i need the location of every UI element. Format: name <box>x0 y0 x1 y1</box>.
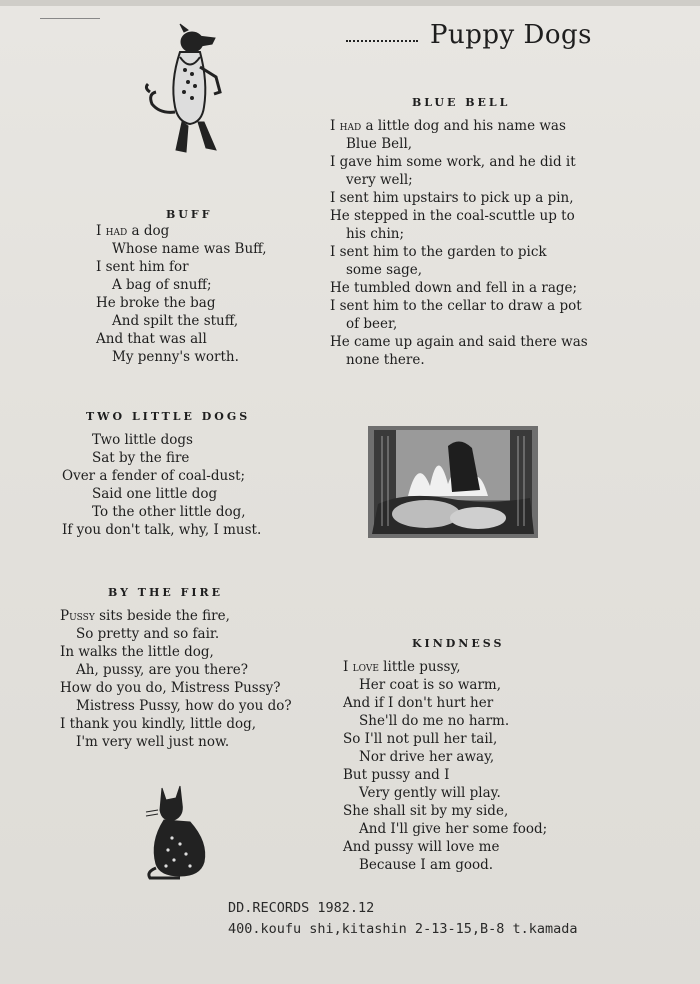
poem-line <box>330 207 588 225</box>
poem-line <box>330 117 588 135</box>
poem-heading-by-the-fire: BY THE FIRE <box>108 586 224 599</box>
poem-line-text: But pussy and I <box>343 767 450 783</box>
poem-line <box>343 856 547 874</box>
poem-line <box>330 225 588 243</box>
poem-line-text: I sent him upstairs to pick up a pin, <box>330 190 574 206</box>
poem-line <box>62 467 261 485</box>
poem-line <box>330 189 588 207</box>
poem-line-text: Sat by the fire <box>92 450 190 466</box>
poem-line-text: So pretty and so fair. <box>76 626 220 642</box>
poem-line <box>60 733 292 751</box>
poem-line <box>62 503 261 521</box>
poem-line-text: sits beside the fire, <box>94 608 230 624</box>
poem-line <box>60 679 292 697</box>
top-left-mark <box>40 18 100 19</box>
poem-line-text: My penny's worth. <box>112 349 239 365</box>
poem-line-text: none there. <box>346 352 425 368</box>
page-top-edge <box>0 0 700 6</box>
poem-line-text: I'm very well just now. <box>76 734 230 750</box>
poem-line <box>96 258 267 276</box>
poem-line <box>96 222 267 240</box>
poem-line-text: little pussy, <box>378 659 461 675</box>
poem-line-text: To the other little dog, <box>92 504 246 520</box>
poem-line <box>343 712 547 730</box>
poem-line-text: She'll do me no harm. <box>359 713 510 729</box>
poem-line <box>343 676 547 694</box>
poem-line <box>96 348 267 366</box>
poem-line <box>330 243 588 261</box>
poem-line <box>330 261 588 279</box>
poem-line-text: A bag of snuff; <box>112 277 212 293</box>
poem-line-text: some sage, <box>346 262 423 278</box>
poem-line-text: I thank you kindly, little dog, <box>60 716 257 732</box>
poem-line-text: Because I am good. <box>359 857 494 873</box>
page-title: Puppy Dogs <box>430 20 592 50</box>
poem-line <box>343 784 547 802</box>
poem-line-text: Mistress Pussy, how do you do? <box>76 698 292 714</box>
poem-line-text: Over a fender of coal-dust; <box>62 468 246 484</box>
poem-line-text: Whose name was Buff, <box>112 241 267 257</box>
poem-blue-bell <box>330 117 588 369</box>
footer-stamp <box>228 898 578 940</box>
poem-line-text: a little dog and his name was <box>361 118 566 134</box>
poem-line-text: She shall sit by my side, <box>343 803 509 819</box>
poem-line <box>330 135 588 153</box>
poem-line <box>330 153 588 171</box>
poem-line <box>60 607 292 625</box>
poem-line <box>343 658 547 676</box>
poem-line-text: He stepped in the coal-scuttle up to <box>330 208 575 224</box>
poem-line <box>62 521 261 539</box>
poem-line-text: his chin; <box>346 226 405 242</box>
poem-line <box>96 240 267 258</box>
poem-line <box>343 838 547 856</box>
poem-line <box>343 694 547 712</box>
poem-line <box>343 766 547 784</box>
poem-line <box>330 279 588 297</box>
poem-line <box>60 715 292 733</box>
poem-line <box>343 748 547 766</box>
poem-line <box>330 171 588 189</box>
poem-line-text: Ah, pussy, are you there? <box>76 662 248 678</box>
poem-line-text: Blue Bell, <box>346 136 413 152</box>
poem-line <box>330 351 588 369</box>
poem-line-text: Her coat is so warm, <box>359 677 501 693</box>
poem-two-little-dogs <box>62 431 261 539</box>
poem-line-lead: I love <box>343 659 379 675</box>
poem-line-text: So I'll not pull her tail, <box>343 731 498 747</box>
poem-line-text: And if I don't hurt her <box>343 695 494 711</box>
poem-line-text: I sent him to the garden to pick <box>330 244 547 260</box>
poem-line-lead: I had <box>96 223 128 239</box>
poem-line-text: Very gently will play. <box>359 785 501 801</box>
poem-line <box>60 625 292 643</box>
poem-line-text: If you don't talk, why, I must. <box>62 522 262 538</box>
poem-line-text: Two little dogs <box>92 432 193 448</box>
poem-heading-kindness: KINDNESS <box>412 637 505 650</box>
poem-line-text: of beer, <box>346 316 398 332</box>
poem-line <box>343 730 547 748</box>
poem-line-text: He came up again and said there was <box>330 334 588 350</box>
poem-line <box>62 485 261 503</box>
title-dotted-rule <box>346 40 418 42</box>
poem-line-text: And spilt the stuff, <box>112 313 239 329</box>
poem-line <box>330 315 588 333</box>
footer-line-2: 400.koufu shi,kitashin 2-13-15,B-8 t.kamada <box>228 921 578 937</box>
dogs-by-fire-illustration <box>368 426 538 538</box>
poem-line <box>96 294 267 312</box>
poem-line-text: a dog <box>127 223 170 239</box>
poem-line <box>330 333 588 351</box>
poem-line <box>96 330 267 348</box>
poem-line <box>60 697 292 715</box>
poem-line-text: I sent him to the cellar to draw a pot <box>330 298 582 314</box>
poem-heading-buff: BUFF <box>166 208 213 221</box>
cat-sitting-illustration <box>140 782 220 882</box>
poem-line-text: I sent him for <box>96 259 189 275</box>
poem-line-text: How do you do, Mistress Pussy? <box>60 680 281 696</box>
poem-line-lead: Pussy <box>60 608 95 624</box>
poem-line <box>62 431 261 449</box>
dog-standing-illustration <box>140 22 230 162</box>
poem-line-text: And that was all <box>96 331 207 347</box>
poem-buff <box>96 222 267 366</box>
poem-kindness <box>343 658 547 874</box>
footer-line-1: DD.RECORDS 1982.12 <box>228 900 375 916</box>
poem-line-text: very well; <box>346 172 413 188</box>
poem-line-text: In walks the little dog, <box>60 644 214 660</box>
poem-line <box>343 820 547 838</box>
poem-line-text: He broke the bag <box>96 295 216 311</box>
poem-line <box>96 312 267 330</box>
poem-heading-two-little-dogs: TWO LITTLE DOGS <box>86 410 251 423</box>
poem-line-text: Nor drive her away, <box>359 749 495 765</box>
poem-line <box>60 643 292 661</box>
poem-line-text: I gave him some work, and he did it <box>330 154 576 170</box>
poem-heading-blue-bell: BLUE BELL <box>412 96 511 109</box>
poem-line-text: Said one little dog <box>92 486 218 502</box>
poem-line-lead: I had <box>330 118 362 134</box>
poem-line <box>60 661 292 679</box>
poem-by-the-fire <box>60 607 292 751</box>
poem-line-text: And pussy will love me <box>343 839 500 855</box>
poem-line <box>343 802 547 820</box>
poem-line-text: And I'll give her some food; <box>359 821 548 837</box>
poem-line <box>330 297 588 315</box>
poem-line <box>62 449 261 467</box>
poem-line <box>96 276 267 294</box>
poem-line-text: He tumbled down and fell in a rage; <box>330 280 578 296</box>
